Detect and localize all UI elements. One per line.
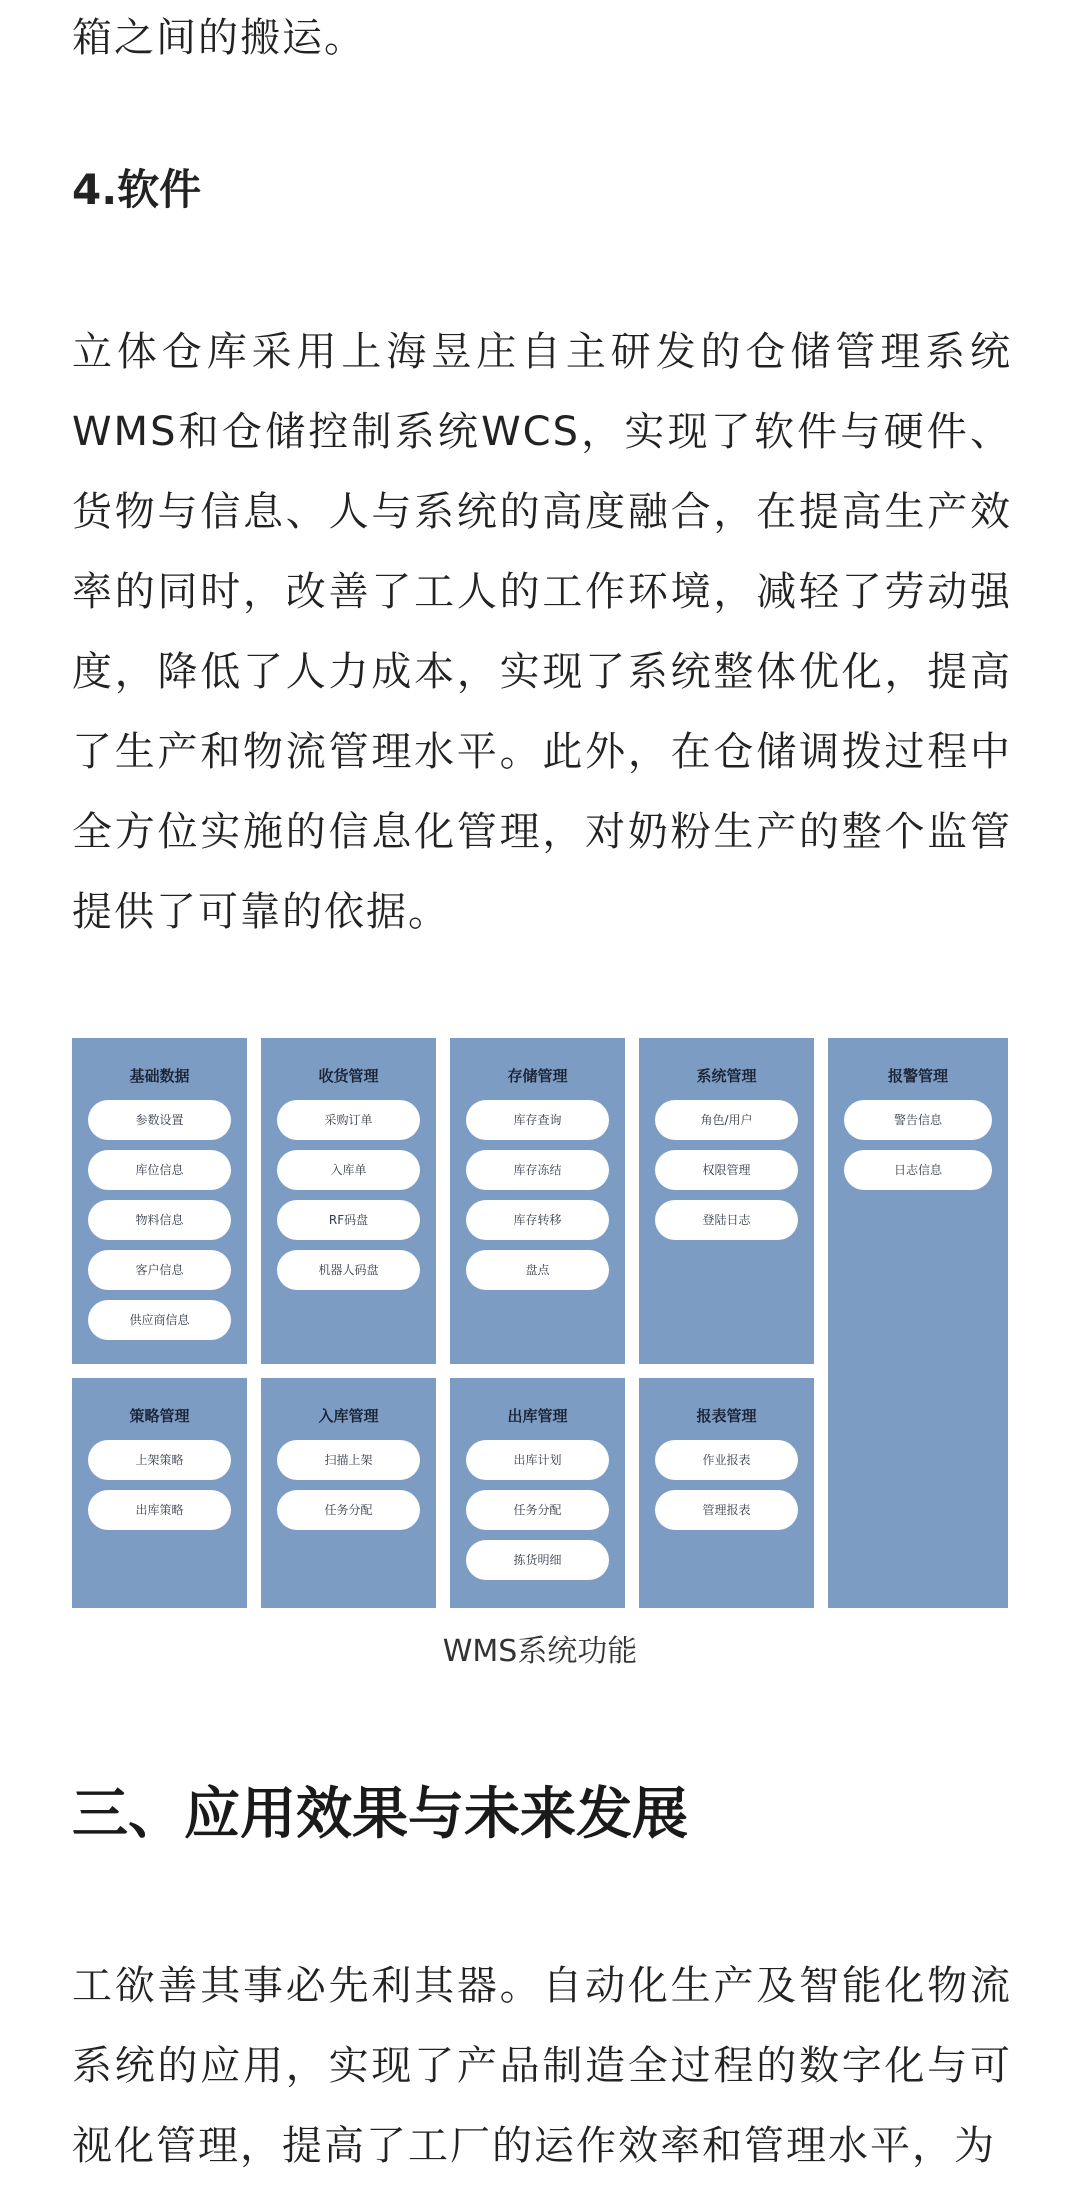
figure-caption: WMS系统功能 (442, 1634, 638, 1669)
module-title: 系统管理 (696, 1067, 757, 1085)
continued-paragraph-line: 箱之间的搬运。 (72, 15, 366, 61)
module-title: 策略管理 (129, 1407, 190, 1425)
module-item: 客户信息 (88, 1250, 231, 1290)
module-item: 作业报表 (655, 1440, 798, 1480)
module-item: 物料信息 (88, 1200, 231, 1240)
module-title: 出库管理 (507, 1407, 568, 1425)
wms-function-diagram (72, 1038, 1008, 1608)
module-item: 库存冻结 (466, 1150, 609, 1190)
module-title: 存储管理 (507, 1067, 568, 1085)
module-item: 扫描上架 (277, 1440, 420, 1480)
software-paragraph: 立体仓库采用上海昱庄自主研发的仓储管理系统WMS和仓储控制系统WCS，实现了软件与硬件、货物与信息、人与系统的高度融合，在提高生产效率的同时，改善了工人的工作环境，减轻了劳动强度，降低了人力成本，实现了系统整体优化，提高了生产和物流管理水平。此外，在仓储调拨过程中全方位实施的信息化管理，对奶粉生产的整个监管提供了可靠的依据。 (72, 329, 1012, 935)
module-item: 出库策略 (88, 1490, 231, 1530)
module-item: 登陆日志 (655, 1200, 798, 1240)
module-title: 收货管理 (318, 1067, 379, 1085)
module-item: 供应商信息 (88, 1300, 231, 1340)
module-item: 盘点 (466, 1250, 609, 1290)
module-item: 参数设置 (88, 1100, 231, 1140)
module-title: 入库管理 (318, 1407, 379, 1425)
module-item: 上架策略 (88, 1440, 231, 1480)
module-item: 任务分配 (466, 1490, 609, 1530)
module-item: 警告信息 (844, 1100, 992, 1140)
module-system (639, 1038, 814, 1364)
module-storage (450, 1038, 625, 1364)
module-item: 任务分配 (277, 1490, 420, 1530)
module-outbound (450, 1378, 625, 1608)
module-item: 入库单 (277, 1150, 420, 1190)
module-receiving (261, 1038, 436, 1364)
section-heading: 三、应用效果与未来发展 (72, 1782, 688, 1847)
module-item: 库存查询 (466, 1100, 609, 1140)
module-item: 角色/用户 (655, 1100, 798, 1140)
module-basic-data (72, 1038, 247, 1364)
module-item: 出库计划 (466, 1440, 609, 1480)
module-item: 机器人码盘 (277, 1250, 420, 1290)
module-item: RF码盘 (277, 1200, 420, 1240)
closing-paragraph: 工欲善其事必先利其器。自动化生产及智能化物流系统的应用，实现了产品制造全过程的数字化与可视化管理，提高了工厂的运作效率和管理水平，为 (72, 1963, 1012, 2169)
module-item: 库存转移 (466, 1200, 609, 1240)
module-item: 采购订单 (277, 1100, 420, 1140)
module-title: 报警管理 (887, 1067, 948, 1085)
software-subheading: 4.软件 (72, 165, 202, 214)
module-title: 报表管理 (696, 1407, 757, 1425)
module-item: 权限管理 (655, 1150, 798, 1190)
module-title: 基础数据 (129, 1067, 190, 1085)
module-inbound (261, 1378, 436, 1608)
module-item: 库位信息 (88, 1150, 231, 1190)
module-item: 拣货明细 (466, 1540, 609, 1580)
module-item: 日志信息 (844, 1150, 992, 1190)
module-alarm (828, 1038, 1008, 1608)
module-strategy (72, 1378, 247, 1608)
module-reports (639, 1378, 814, 1608)
module-item: 管理报表 (655, 1490, 798, 1530)
